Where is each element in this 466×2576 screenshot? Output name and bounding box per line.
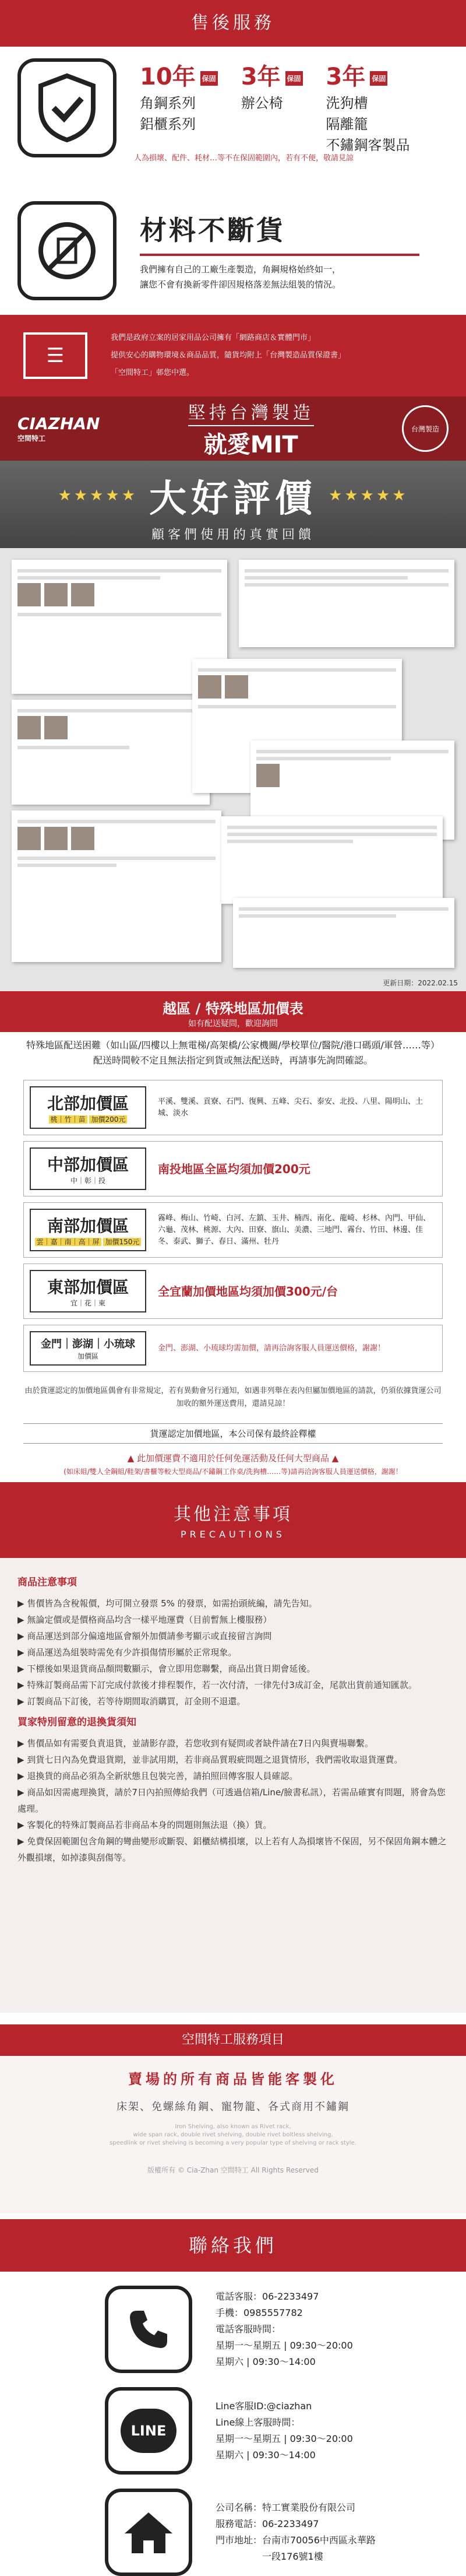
region-desc: 全宜蘭加價地區均須加價300元/台 [158, 1284, 338, 1298]
precautions-title: 其他注意事項 [174, 1504, 292, 1525]
hours-label: 電話客服時間： [216, 2324, 281, 2335]
region-sub: 中｜彰｜投 [70, 1177, 105, 1185]
mit-line2: 就愛MIT [188, 425, 314, 459]
material-title: 材料不斷貨 [140, 215, 285, 246]
intro-line: 我們是政府立案的居家用品公司擁有「網路商店＆實體門市」 [111, 334, 316, 342]
precautions-en: PRECAUTIONS [181, 1529, 285, 1540]
contact-phone [0, 2272, 466, 2373]
region-sub: 加價區 [77, 1352, 98, 1360]
review-card [233, 898, 454, 968]
reviews-updated: 更新日期：2022.02.15 [383, 979, 458, 987]
note-item: ▶ 商品運送為組裝時需免有少許損傷情形屬於正常現象。 [17, 1647, 237, 1658]
brand-title: 賣場的所有商品皆能客製化 [128, 2071, 338, 2087]
no-shortage-icon [17, 201, 116, 300]
phone-icon [105, 2286, 192, 2373]
service-phone[interactable]: 服務電話：06-2233497 [216, 2518, 319, 2529]
warranty-3y-chair [241, 58, 303, 192]
warranty-item: 角鋼系列 [140, 95, 196, 111]
line-icon[interactable]: LINE [105, 2387, 192, 2475]
warranty-item: 鋁櫃系列 [140, 116, 196, 132]
note-item: ▶ 退換貨的商品必須為全新狀態且包裝完善，請拍照回傳客服人員確認。 [17, 1771, 298, 1781]
region-name: 北部加價區 [47, 1094, 129, 1113]
reviews-collage [0, 548, 466, 991]
brand-header: 空間特工服務項目 [0, 2024, 466, 2056]
return-notes-head: 買家特別留意的退換貨須知 [17, 1717, 136, 1728]
intro-banner [0, 315, 466, 396]
precautions-header [0, 1482, 466, 1558]
phone-number[interactable]: 電話客服：06-2233497 [216, 2291, 319, 2302]
warranty-10y [140, 58, 218, 192]
remote-title: 越區 / 特殊地區加價表 [163, 1001, 303, 1017]
region-price: 加價200元 [89, 1115, 127, 1124]
material-text: 我們擁有自己的工廠生產製造，角鋼規格始終如一， [140, 264, 341, 275]
store-address: 一段176號1樓 [262, 2551, 323, 2562]
mit-line1: 堅持台灣製造 [188, 402, 314, 423]
remote-subtitle: 如有配送疑問，歡迎詢問 [188, 1019, 278, 1029]
warranty-tag: 保固 [285, 71, 303, 86]
hours-weekday: 星期一～星期五 | 09:30～20:00 [216, 2340, 353, 2351]
review-card [239, 560, 454, 647]
warranty-note: 人為損壞、配件、耗材…等不在保固範圍內，若有不便，敬請見諒 [134, 154, 354, 163]
brand-body [0, 2056, 466, 2213]
divider [140, 254, 419, 256]
mit-banner [0, 396, 466, 461]
warranty-item: 隔離籠 [326, 116, 368, 132]
warning: ▲ 此加價運費不適用於任何免運活動及任何大型商品 ▲ [127, 1453, 339, 1464]
praise-banner [0, 461, 466, 548]
region-price: 加價150元 [103, 1238, 141, 1246]
after-sales-title: 售後服務 [191, 13, 275, 33]
warranty-item: 洗狗槽 [326, 95, 368, 111]
contact-line [0, 2373, 466, 2475]
copyright: 版權所有 © Cia-Zhan 空間特工 All Rights Reserved [147, 2166, 319, 2174]
note-item: ▶ 免費保固範圍包含角鋼的彎曲變形或斷裂、鋁櫃結構損壞，以上若有人為損壞皆不保固，另不保固角鋼本體之外觀損壞，如掉漆與刮傷等。 [17, 1836, 447, 1863]
warranty-tag: 保固 [370, 71, 387, 86]
shield-check-icon [17, 58, 116, 157]
hours-saturday: 星期六 | 09:30～14:00 [216, 2356, 316, 2367]
material-text: 讓您不會有換新零件卻因規格落差無法組裝的情況。 [140, 279, 341, 290]
review-card [221, 816, 443, 904]
warranty-3y-other [326, 58, 410, 192]
region-row [23, 1325, 443, 1372]
material-section [0, 187, 466, 315]
note-item: ▶ 售價皆為含稅報價，均可開立發票 5% 的發票，如需抬頭統編，請先告知。 [17, 1598, 317, 1609]
region-name: 中部加價區 [47, 1155, 129, 1174]
note-item: ▶ 特殊訂製商品需下訂完成付款後才排程製作，若一次付清，一律先付3成訂金，尾款出貨前通知匯款。 [17, 1680, 417, 1690]
region-name: 南部加價區 [47, 1216, 129, 1236]
note-item: ▶ 售價品如有需要負責退貨，並請影存證，若您收到有疑問或者缺件請在7日內與賣場聯繫。 [17, 1738, 373, 1749]
stars-icon: ★★★★★ [329, 487, 408, 504]
region-list [0, 1080, 466, 1372]
note-item: ▶ 商品運送到部分偏遠地區會額外加價請參考顯示或直接留言詢問 [17, 1631, 272, 1641]
region-row [23, 1202, 443, 1258]
warranty-item: 辦公椅 [241, 95, 283, 111]
company-name: 公司名稱：特工實業股份有限公司 [216, 2502, 356, 2513]
praise-subtitle: 顧客們使用的真實回饋 [151, 528, 315, 542]
note-item: ▶ 無論定價或是價格商品均含一樣平地運費（目前暫無上樓服務） [17, 1615, 272, 1625]
warning-detail: (如床組/雙人全鋼組/鞋架/書櫃等較大型商品/不鏽鋼工作桌/洗狗槽……等)請再洽詢客服人員運送價格，謝謝！ [63, 1468, 403, 1476]
review-card [12, 810, 221, 962]
region-sub: 桃｜竹｜苗 [49, 1115, 87, 1124]
intro-line: 「空間特工」邨您中選。 [111, 368, 195, 377]
rights-note: 貨運認定加價地區，本公司保有最終詮釋權 [23, 1423, 443, 1444]
warranty-item: 不鏽鋼客製品 [326, 137, 410, 153]
home-icon [105, 2489, 192, 2576]
region-sub: 宜｜花｜東 [70, 1299, 105, 1307]
contact-header: 聯絡我們 [0, 2219, 466, 2272]
hours-saturday: 星期六 | 09:30～14:00 [216, 2449, 316, 2461]
note-item: ▶ 客製化的特殊訂製商品若非商品本身的問題則無法退（換）貨。 [17, 1820, 272, 1830]
product-notes-head: 商品注意事項 [17, 1577, 77, 1588]
warranty-years: 3年 [326, 64, 366, 90]
after-sales-header [0, 0, 466, 47]
region-desc: 金門、澎湖、小琉球均需加價，請再洽詢客服人員運送價格，謝謝！ [158, 1343, 386, 1353]
remote-note: 特殊地區配送困難（如山區/四樓以上無電梯/高架橋/公家機關/學校單位/醫院/港口碼頭/軍營……等） 配送時間較不定且無法指定到貨或無法配送時，再請事先詢問確認。 [26, 1040, 440, 1066]
intro-line: 提供安心的購物環境＆商品品質，隨貨均附上「台灣製造品質保證書」 [111, 351, 346, 360]
region-desc: 平溪、雙溪、貢寮、石門、復興、五峰、尖石、泰安、北投、八里、陽明山、土城、淡水 [158, 1097, 423, 1118]
praise-title: 大好評價 [149, 478, 317, 521]
store-address: 門市地址：台南市70056中西區永華路 [216, 2535, 376, 2546]
review-card [12, 700, 210, 805]
region-desc: 南投地區全區均須加價200元 [158, 1161, 310, 1176]
note-item: ▶ 下標後如果退貨商品顏問數顯示，會立即用您聯繫，商品出貨日期會延後。 [17, 1663, 316, 1674]
note-item: ▶ 到貨七日內為免費退貨期，並非試用期，若非商品質瑕疵問題之退貨情形，我們需收取退貨運費。 [17, 1754, 403, 1765]
warranty-years: 10年 [140, 64, 196, 90]
brand-services: 床架、免螺絲角鋼、寵物籠、各式商用不鏽鋼 [116, 2101, 350, 2113]
precautions-body [0, 1558, 466, 2013]
note-item: ▶ 商品如因需處理換貨，請於7日內拍照傳給我們（可透過信箱/Line/臉書私訊），若需品確實有問題，將會為您處理。 [17, 1787, 446, 1814]
stars-icon: ★★★★★ [58, 487, 137, 504]
hours-weekday: 星期一～星期五 | 09:30～20:00 [216, 2433, 353, 2444]
mobile-number[interactable]: 手機：0985557782 [216, 2307, 303, 2318]
note-item: ▶ 訂製商品下訂後，若等待期間取消購買，訂金則不退還。 [17, 1696, 246, 1707]
line-id[interactable]: Line客服ID:@ciazhan [216, 2400, 312, 2412]
region-row [23, 1264, 443, 1319]
fee-note: 由於貨運認定的加價地區偶會有非常規定，若有異動會另行通知，如遇非列舉在表內但屬加價地區的請款，仍須依據貨運公司加收的額外運送費用，還請見諒！ [24, 1387, 442, 1408]
region-name: 金門｜澎湖｜小琉球 [41, 1338, 135, 1350]
region-row [23, 1141, 443, 1196]
warranty-years: 3年 [241, 64, 281, 90]
region-name: 東部加價區 [47, 1278, 129, 1297]
region-desc: 霧峰、梅山、竹崎、白河、左鎮、玉井、楠西、南化、龍崎、杉林、內門、甲仙、六龜、茂林、桃源、大內、田寮、旗山、美濃、三地門、霧台、竹田、林邊、佳冬、泰武、獅子、春日、滿州、牡丹 [158, 1213, 431, 1246]
remote-header [0, 991, 466, 1032]
hours-label: Line線上客服時間： [216, 2417, 301, 2428]
brand-logo: CIAZHAN 空間特工 [17, 414, 100, 443]
brand-en: Iron Shelving, also known as Rivet rack, wide span rack, double rivet shelving, double rivet boltless shelving, speedlink or rivet shelving is becoming a very popular type of shelving or rack style. [110, 2124, 356, 2146]
region-row [23, 1080, 443, 1135]
region-sub: 雲｜嘉｜南｜高｜屏 [35, 1238, 101, 1246]
certificate-icon: ☰ [23, 332, 87, 379]
contact-company [0, 2475, 466, 2576]
warranty-tag: 保固 [200, 71, 218, 86]
taiwan-made-badge: 台灣製造 [402, 405, 449, 452]
